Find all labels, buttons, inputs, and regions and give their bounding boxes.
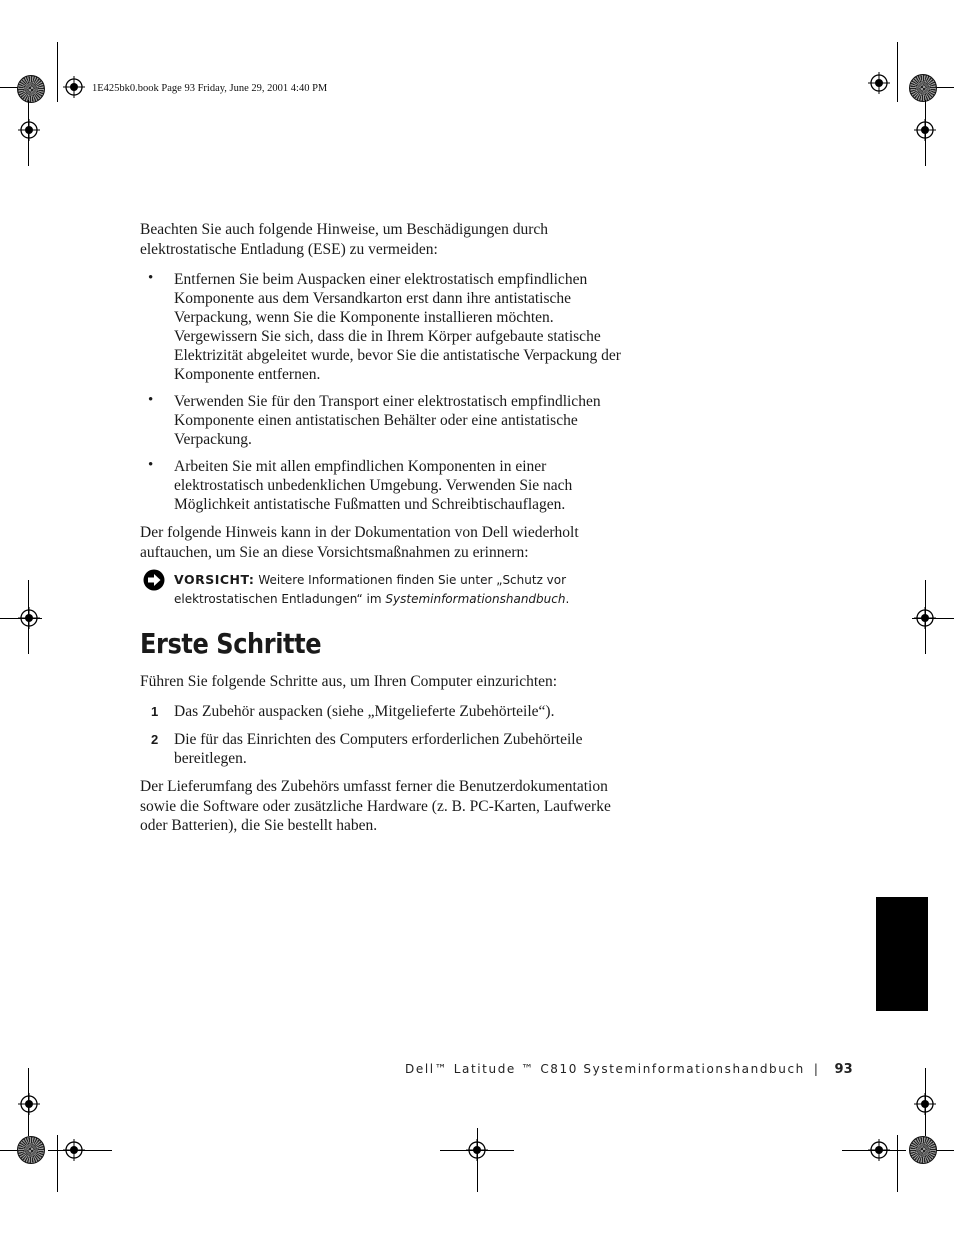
footer-title: Dell™ Latitude ™ C810 Systeminformationshandbuch	[405, 1062, 805, 1076]
crop-mark	[897, 1135, 898, 1192]
arrow-right-circle-icon	[143, 569, 165, 591]
crop-mark	[57, 1135, 58, 1192]
page-number: 93	[834, 1062, 853, 1077]
step-number: 1	[151, 704, 159, 719]
color-bar-rosette	[909, 74, 937, 102]
crop-mark	[28, 580, 29, 654]
crop-mark	[897, 42, 898, 102]
reminder-paragraph: Der folgende Hinweis kann in der Dokumentation von Dell wiederholt auftauchen, um Sie an diese Vorsichtsmaßnahmen zu erinnern:	[140, 524, 579, 561]
intro-paragraph: Beachten Sie auch folgende Hinweise, um Beschädigungen durch elektrostatische Entladung (ESE) zu vermeiden:	[140, 221, 549, 258]
crop-mark	[57, 42, 58, 102]
crop-mark	[842, 1150, 906, 1151]
bullet-glyph: •	[148, 392, 154, 408]
section-heading: Erste Schritte	[140, 627, 322, 660]
crop-mark	[925, 580, 926, 654]
page-footer	[405, 1062, 853, 1077]
bullet-glyph: •	[148, 457, 154, 473]
color-bar-rosette	[909, 1136, 937, 1164]
crop-mark	[477, 1128, 478, 1192]
bullet-glyph: •	[148, 270, 154, 286]
header-stamp: 1E425bk0.book Page 93 Friday, June 29, 2001 4:40 PM	[92, 83, 328, 94]
list-item: Arbeiten Sie mit allen empfindlichen Komponenten in einer elektrostatisch unbedenklichen Umgebung. Verwenden Sie nach Möglichkeit antistatische Fußmatten und Schreibtischauflagen.	[174, 458, 573, 513]
notice-label: VORSICHT:	[174, 572, 255, 587]
registration-mark-icon	[868, 72, 890, 94]
color-bar-rosette	[17, 75, 45, 103]
crop-mark	[925, 100, 926, 166]
step-text: Das Zubehör auspacken (siehe „Mitgelieferte Zubehörteile“).	[174, 703, 555, 720]
footer-separator: |	[813, 1062, 820, 1076]
registration-mark-icon	[18, 119, 40, 141]
list-item: Verwenden Sie für den Transport einer elektrostatisch empfindlichen Komponente einen antistatischen Behälter oder eine antistatische Verpackung.	[174, 393, 601, 448]
crop-mark	[28, 100, 29, 166]
crop-mark	[925, 1068, 926, 1136]
steps-intro: Führen Sie folgende Schritte aus, um Ihren Computer einzurichten:	[140, 673, 558, 690]
crop-mark	[0, 618, 42, 619]
notice-text: Weitere Informationen finden Sie unter „Schutz vor elektrostatischen Entladungen“ im	[174, 573, 567, 606]
step-number: 2	[151, 732, 159, 747]
registration-mark-icon	[18, 1093, 40, 1115]
crop-mark	[912, 618, 954, 619]
step-text: Die für das Einrichten des Computers erforderlichen Zubehörteile bereitlegen.	[174, 731, 583, 767]
notice-callout	[174, 571, 594, 608]
notice-end: .	[565, 591, 570, 606]
closing-paragraph: Der Lieferumfang des Zubehörs umfasst ferner die Benutzerdokumentation sowie die Software oder zusätzliche Hardware (z. B. PC-Karten, Laufwerke oder Batterien), die Sie bestellt haben.	[140, 778, 611, 834]
crop-mark	[48, 1150, 112, 1151]
crop-mark	[28, 1068, 29, 1136]
registration-mark-icon	[63, 76, 85, 98]
notice-reference: Systeminformationshandbuch	[385, 591, 566, 606]
list-item: Entfernen Sie beim Auspacken einer elektrostatisch empfindlichen Komponente aus dem Versandkarton erst dann ihre antistatische Verpackung, wenn Sie die Komponente installieren möchten. Vergewissern Sie sich, dass die in Ihrem Körper aufgebaute statische Elektrizität abgeleitet wurde, bevor Sie die antistatische Verpackung der Komponente entfernen.	[174, 271, 621, 383]
color-bar-rosette	[17, 1136, 45, 1164]
section-thumb-tab	[876, 897, 928, 1011]
